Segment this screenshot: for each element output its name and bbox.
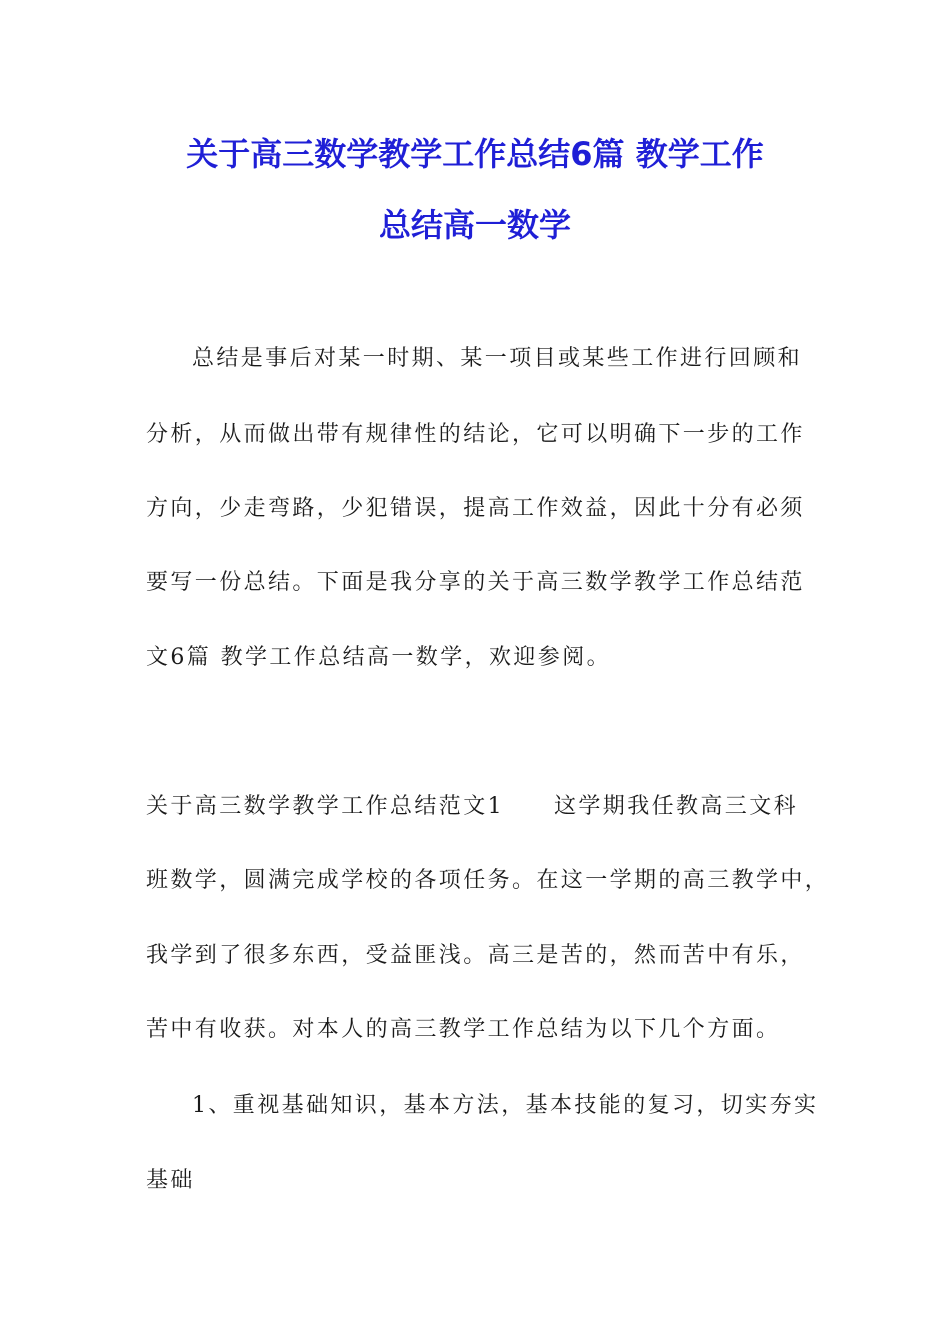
intro-line-4: 要写一份总结。下面是我分享的关于高三数学教学工作总结范	[146, 570, 805, 595]
intro-line-2: 分析，从而做出带有规律性的结论，它可以明确下一步的工作	[146, 422, 805, 447]
section-1-line-4: 苦中有收获。对本人的高三教学工作总结为以下几个方面。	[146, 1017, 781, 1042]
point-1-line-1: 1、重视基础知识，基本方法，基本技能的复习，切实夯实	[192, 1093, 819, 1118]
intro-line-1: 总结是事后对某一时期、某一项目或某些工作进行回顾和	[192, 346, 803, 371]
section-1-first-text: 这学期我任教高三文科	[554, 794, 799, 819]
document-title-line-2: 总结高一数学	[378, 206, 571, 244]
section-1-first-line	[146, 792, 826, 822]
document-title-line-1: 关于高三数学教学工作总结6篇 教学工作	[186, 135, 764, 173]
section-1-heading: 关于高三数学教学工作总结范文1	[146, 794, 504, 819]
section-1-line-3: 我学到了很多东西，受益匪浅。高三是苦的，然而苦中有乐，	[146, 943, 805, 968]
intro-line-5: 文6篇 教学工作总结高一数学，欢迎参阅。	[146, 645, 611, 670]
section-1-line-2: 班数学，圆满完成学校的各项任务。在这一学期的高三教学中，	[146, 868, 830, 893]
point-1-line-2: 基础	[146, 1168, 195, 1193]
intro-line-3: 方向，少走弯路，少犯错误，提高工作效益，因此十分有必须	[146, 496, 805, 521]
